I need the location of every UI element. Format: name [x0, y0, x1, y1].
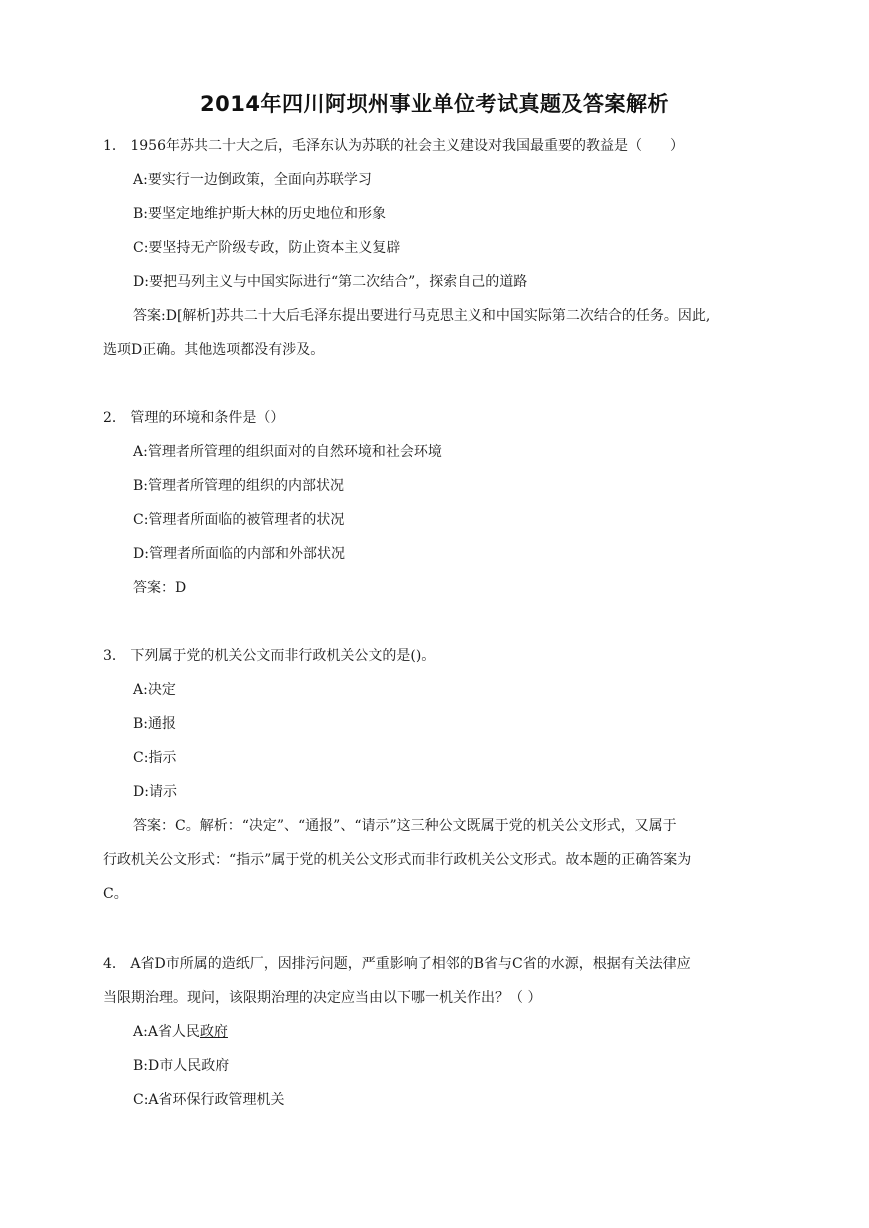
question-3-option-d: D:请示: [133, 784, 177, 800]
question-4-option-a-underlined: 政府: [199, 1024, 228, 1040]
question-2-option-d: D:管理者所面临的内部和外部状况: [133, 546, 345, 562]
question-4-option-a: [133, 1022, 228, 1042]
question-1-option-a: A:要实行一边倒政策，全面向苏联学习: [133, 172, 372, 188]
question-1-answer-cont: 选项D正确。其他选项都没有涉及。: [103, 342, 325, 358]
question-2-option-a: A:管理者所管理的组织面对的自然环境和社会环境: [133, 444, 442, 460]
question-2-option-b: B:管理者所管理的组织的内部状况: [133, 478, 345, 494]
question-1-answer: 答案:D[解析]苏共二十大后毛泽东提出要进行马克思主义和中国实际第二次结合的任务。因此,: [133, 308, 711, 324]
question-1-option-c: C:要坚持无产阶级专政，防止资本主义复辟: [133, 240, 401, 256]
question-4-option-a-prefix: A:A省人民: [133, 1024, 200, 1040]
question-3-answer: 答案：C。解析：“决定”、“通报”、“请示”这三种公文既属于党的机关公文形式，又属于: [133, 818, 677, 834]
question-2-option-c: C:管理者所面临的被管理者的状况: [133, 512, 345, 528]
question-3-stem: 3． 下列属于党的机关公文而非行政机关公文的是()。: [103, 648, 436, 664]
page-title: 2014年四川阿坝州事业单位考试真题及答案解析: [200, 92, 669, 116]
question-2-answer: 答案：D: [133, 580, 187, 596]
question-1-stem: 1． 1956年苏共二十大之后，毛泽东认为苏联的社会主义建设对我国最重要的教益是（ ）: [103, 138, 684, 154]
question-3-option-a: A:决定: [133, 682, 176, 698]
question-3-answer-cont-2: C。: [103, 886, 128, 902]
question-2-stem: 2． 管理的环境和条件是（）: [103, 410, 285, 426]
question-3-option-c: C:指示: [133, 750, 177, 766]
question-1-option-d: D:要把马列主义与中国实际进行“第二次结合”，探索自己的道路: [133, 274, 528, 290]
question-4-stem: 4． A省D市所属的造纸厂，因排污问题，严重影响了相邻的B省与C省的水源，根据有关法律应: [103, 956, 691, 972]
question-4-option-c: C:A省环保行政管理机关: [133, 1092, 285, 1108]
question-4-stem-cont: 当限期治理。现问，该限期治理的决定应当由以下哪一机关作出？（ ）: [103, 990, 542, 1006]
question-3-answer-cont-1: 行政机关公文形式：“指示”属于党的机关公文形式而非行政机关公文形式。故本题的正确答案为: [103, 852, 692, 868]
question-1-option-b: B:要坚定地维护斯大林的历史地位和形象: [133, 206, 387, 222]
question-4-option-b: B:D市人民政府: [133, 1058, 230, 1074]
question-3-option-b: B:通报: [133, 716, 177, 732]
